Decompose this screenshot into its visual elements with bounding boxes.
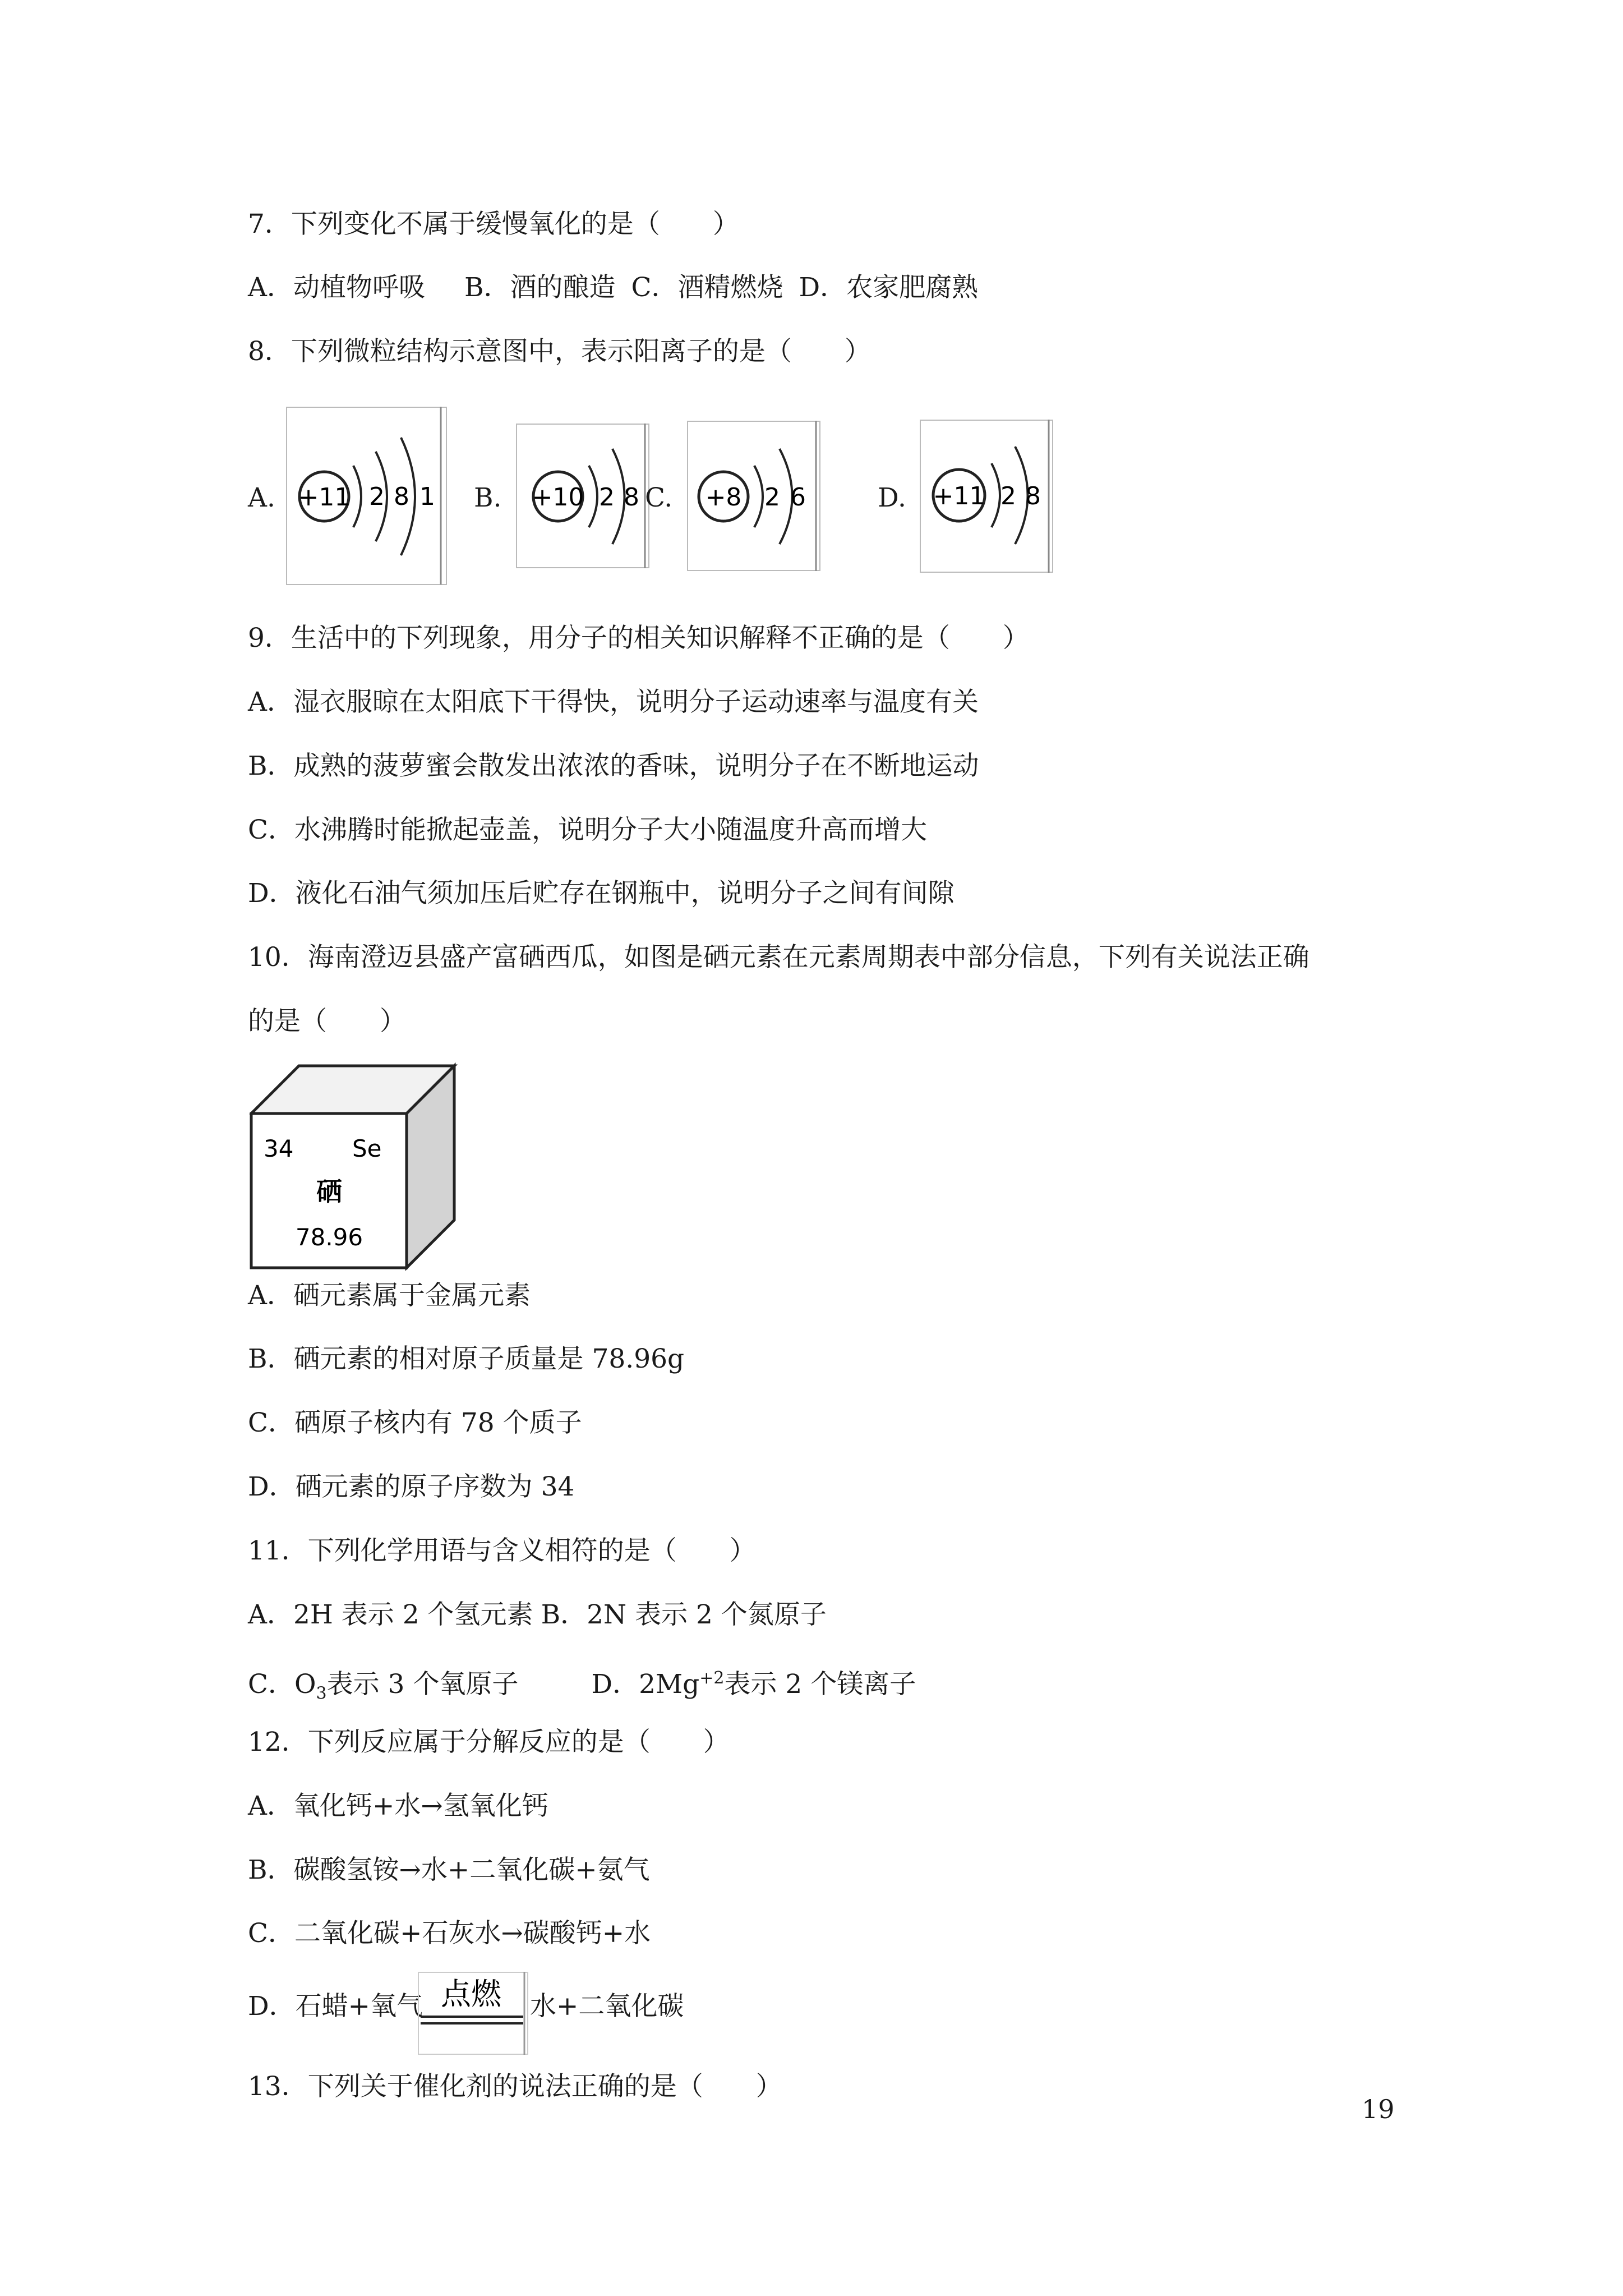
q8-stem: 8．下列微粒结构示意图中，表示阳离子的是（ ） [248, 336, 871, 367]
q11-option-a: A．2H 表示 2 个氢元素 [248, 1599, 533, 1630]
q11-stem: 11．下列化学用语与含义相符的是（ ） [248, 1535, 756, 1566]
q10-element-name: 硒 [316, 1176, 342, 1207]
q7-options [248, 271, 978, 305]
q12-condition-text: 点燃 [441, 1976, 501, 2012]
q8-d-shell-1: 2 [1000, 482, 1016, 510]
q7-option-b: B．酒的酿造 [464, 272, 616, 303]
q11-option-d: D．$2Mg^{+2}$表示 2 个镁离子 [591, 1668, 916, 1700]
q8-option-a-label: A. [248, 482, 275, 513]
q10-option-c: C．硒原子核内有 78 个质子 [248, 1407, 582, 1438]
q8-b-shell-1: 2 [599, 483, 615, 512]
q7-option-a: A．动植物呼吸 [248, 272, 425, 303]
q7-option-c: C．酒精燃烧 [631, 272, 783, 303]
q12-option-a: A．氧化钙+水→氢氧化钙 [248, 1791, 548, 1821]
q8-b-shell-2: 8 [624, 483, 639, 512]
q8-c-shell-1: 2 [764, 483, 780, 512]
q8-d-shell-2: 8 [1025, 482, 1041, 510]
q8-c-nucleus: +8 [705, 483, 742, 512]
q10-option-d: D．硒元素的原子序数为 34 [248, 1471, 575, 1502]
q8-d-nucleus: +11 [933, 482, 985, 510]
q12-option-c: C．二氧化碳+石灰水→碳酸钙+水 [248, 1918, 651, 1949]
q12-condition-symbol [418, 1972, 530, 2056]
q10-stem-line2: 的是（ ） [248, 1006, 406, 1037]
q12-stem: 12．下列反应属于分解反应的是（ ） [248, 1727, 730, 1757]
page-number: 19 [1362, 2094, 1395, 2124]
q7-stem: 7．下列变化不属于缓慢氧化的是（ ） [248, 209, 739, 240]
q7-option-d: D．农家肥腐熟 [799, 272, 979, 303]
q10-element-number: 34 [264, 1135, 294, 1162]
q8-c-shell-2: 6 [790, 483, 806, 512]
q10-option-b: B．硒元素的相对原子质量是 78.96g [248, 1343, 685, 1374]
q9-stem: 9．生活中的下列现象，用分子的相关知识解释不正确的是（ ） [248, 623, 1029, 654]
q8-a-shell-1: 2 [369, 482, 385, 511]
q8-b-nucleus: +10 [532, 483, 584, 512]
q8-a-shell-3: 1 [419, 482, 435, 511]
q11-options-cd [248, 1662, 916, 1710]
q8-option-b-label: B. [474, 482, 502, 513]
q10-stem-line1: 10．海南澄迈县盛产富硒西瓜，如图是硒元素在元素周期表中部分信息，下列有关说法正确 [248, 942, 1310, 973]
q8-option-d-diagram [920, 420, 1054, 574]
q10-element-cube [250, 1060, 460, 1271]
q9-option-a: A．湿衣服晾在太阳底下干得快，说明分子运动速率与温度有关 [248, 687, 979, 717]
q8-option-c-diagram [687, 421, 822, 572]
q12-option-d-pre: D．石蜡+氧气 [248, 1991, 423, 2022]
q8-option-d-label: D. [878, 482, 906, 513]
q9-option-c: C．水沸腾时能掀起壶盖，说明分子大小随温度升高而增大 [248, 815, 927, 845]
q11-options-ab [248, 1598, 827, 1632]
q11-option-b: B．2N 表示 2 个氮原子 [541, 1599, 827, 1630]
q12-option-b: B．碳酸氢铵→水+二氧化碳+氨气 [248, 1855, 650, 1885]
q8-option-b-diagram [516, 424, 651, 569]
q10-element-symbol: Se [352, 1135, 382, 1162]
q9-option-b: B．成熟的菠萝蜜会散发出浓浓的香味，说明分子在不断地运动 [248, 751, 979, 781]
q12-option-d-post: 水+二氧化碳 [530, 1991, 684, 2022]
q8-option-a-diagram [286, 407, 449, 586]
q13-stem: 13．下列关于催化剂的说法正确的是（ ） [248, 2071, 782, 2102]
q8-option-c-label: C. [645, 482, 673, 513]
q8-a-nucleus: +11 [298, 483, 351, 512]
q11-option-c: C．$O_3$表示 3 个氧原子 [248, 1668, 519, 1704]
q10-option-a: A．硒元素属于金属元素 [248, 1280, 531, 1311]
q9-option-d: D．液化石油气须加压后贮存在钢瓶中，说明分子之间有间隙 [248, 878, 955, 909]
q8-a-shell-2: 8 [394, 482, 409, 511]
q10-element-mass: 78.96 [295, 1223, 363, 1251]
